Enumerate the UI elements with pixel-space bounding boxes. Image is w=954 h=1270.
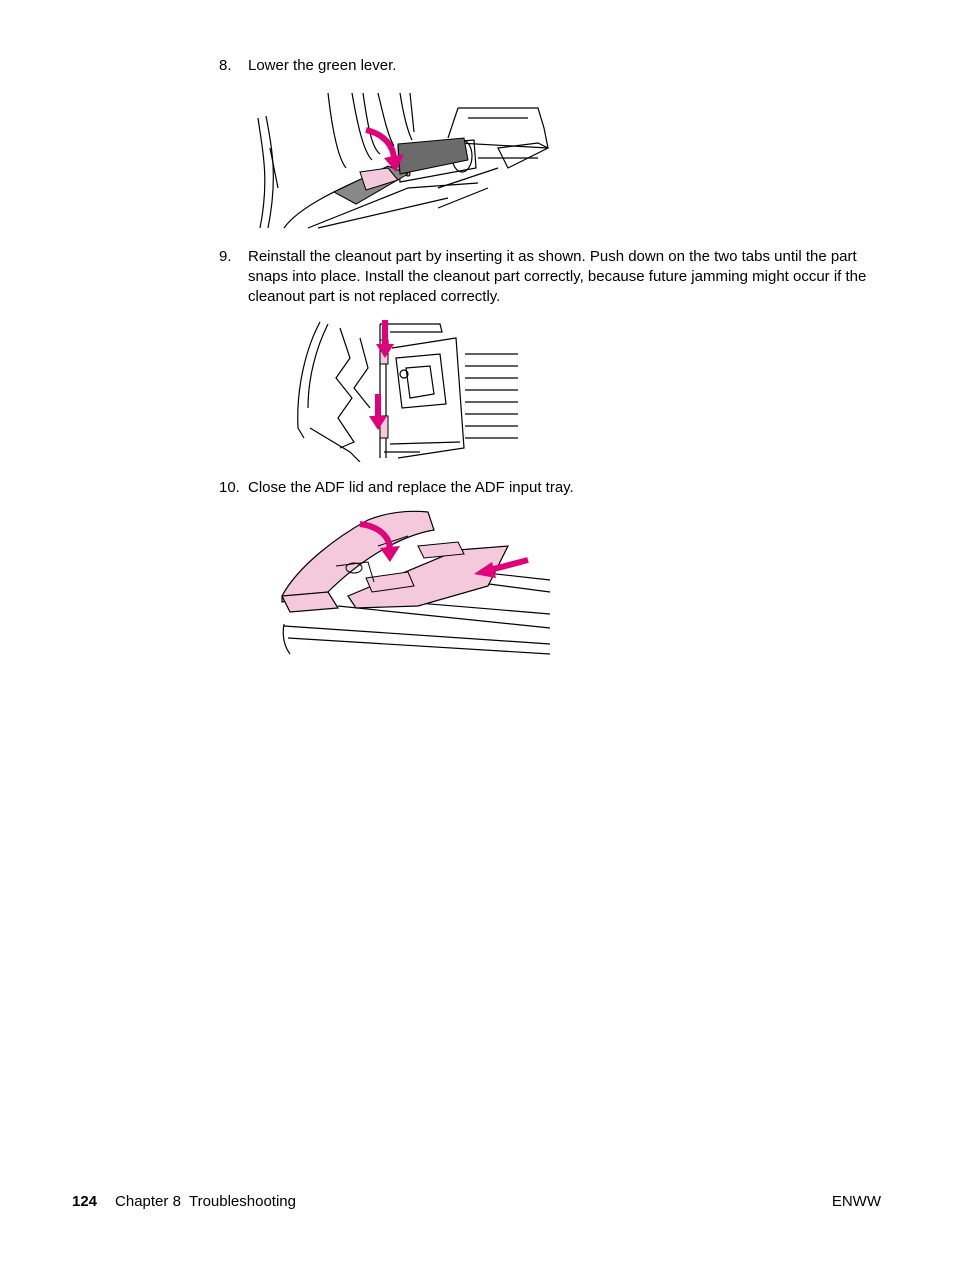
step-number: 10.	[219, 479, 240, 496]
step-text: Lower the green lever.	[248, 57, 397, 74]
step-10	[219, 478, 879, 498]
footer-code: ENWW	[831, 1193, 881, 1210]
step-8	[219, 56, 879, 76]
step-number: 8.	[219, 57, 232, 74]
step-text: Reinstall the cleanout part by inserting it as shown. Push down on the two tabs until the part snaps into place. Install the cleanout part correctly, because future jamming might occur if the cleanout part is not replaced correctly.	[248, 248, 867, 305]
figure-close-adf-lid	[278, 506, 554, 656]
figure-reinstall-cleanout	[280, 318, 520, 462]
footer-right	[832, 1192, 881, 1212]
page-number: 124	[72, 1193, 98, 1210]
step-9	[219, 247, 879, 307]
step-text: Close the ADF lid and replace the ADF input tray.	[248, 479, 574, 496]
step-number: 9.	[219, 248, 232, 265]
figure-lower-lever	[248, 88, 554, 232]
footer-left	[72, 1192, 296, 1212]
chapter-title: Chapter 8 Troubleshooting	[115, 1193, 296, 1210]
